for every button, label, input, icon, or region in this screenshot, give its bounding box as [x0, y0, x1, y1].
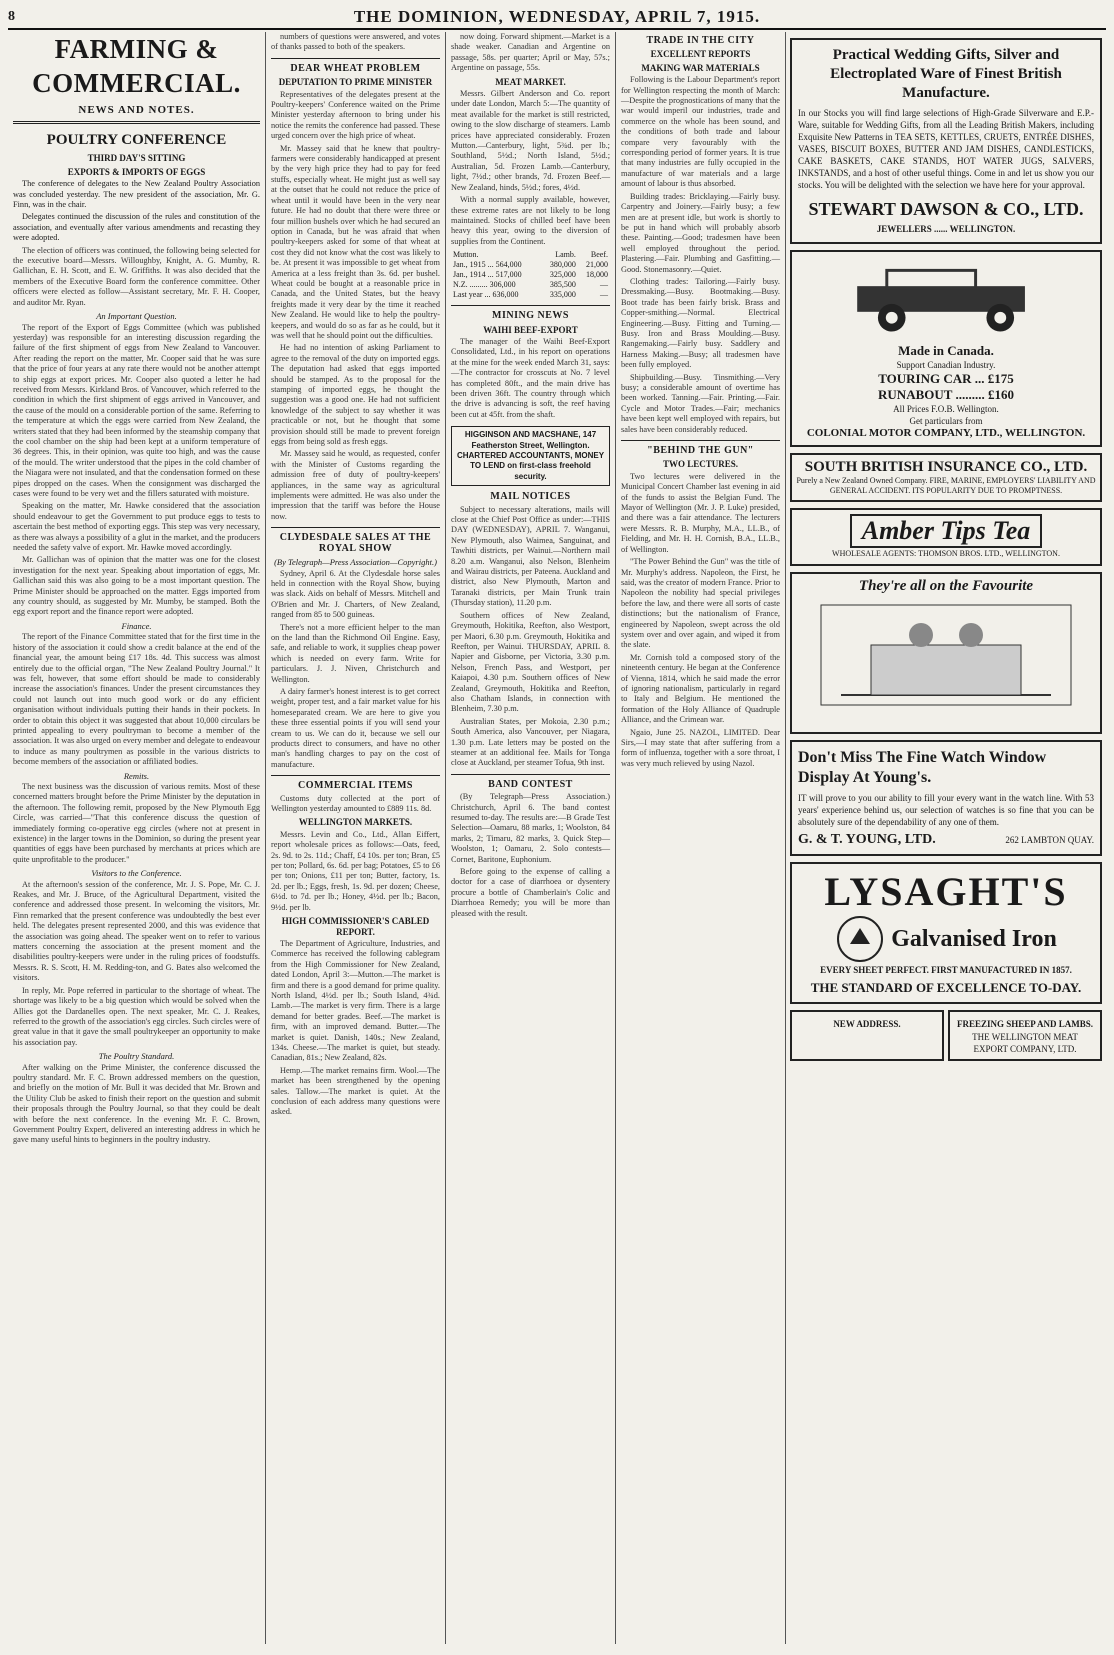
- young-address: 262 LAMBTON QUAY.: [1005, 835, 1094, 845]
- car-touring-price: TOURING CAR ... £175: [878, 371, 1014, 386]
- young-name: G. & T. YOUNG, LTD.: [798, 832, 936, 847]
- column-farming: [8, 32, 266, 1644]
- article-paragraph: At the afternoon's session of the conference, Mr. J. S. Pope, Mr. C. J. Reakes, and Mr. J. Bruce, of the Agricultural Department, visited the conference and addressed those present. In welcoming the visitors, Mr. Finn remarked that the present conference was undoubtedly the best ever held. The delegates present represented 2000, and this was evidence that the association was going ahead. The speaker went on to refer to various matters concerning the association at the present moment and the disabilities poultry-keepers were under in the ruling prices of foodstuffs. Messrs. R. S. Scott, H. M. Redding-ton, and G. Bates also welcomed the visitors.: [13, 879, 260, 983]
- article-paragraph: The Department of Agriculture, Industries, and Commerce has received the following cablegram from the High Commissioner for New Zealand, dated London, April 3:—Mutton.—The market is firm and there is a good demand for prime quality. North Island, 4½d. per lb.; South Island, 4¾d. Lamb.—The market is very firm. There is a large demand for better grades. Beef.—The market is firm, with an improved demand. Butter.—The market is quiet. Danish, 140s.; New Zealand, 134s. Cheese.—The market is quiet, but steady. Canadian, 81s.; New Zealand, 82s.: [271, 938, 440, 1063]
- article-subheadline: EXCELLENT REPORTS: [650, 49, 751, 60]
- article-paragraph: The report of the Export of Eggs Committee (which was published yesterday) was responsible for an interesting discussion regarding the failure of the first shipment of eggs from New Zealand to Vancouver. After reading the report on the matter, Mr. Cooper said that he was sure that the price of four years at any rate there would not be another attempt to ship eggs at export prices. Mr. Cooper also quoted a letter he had received from Messrs. Kirkland Bros. of Vancouver, which referred to the condition in which the first shipment of eggs arrived in Vancouver, and the cause of the mould on a considerable portion of the same. Referring to the temperature at which the eggs were carried from New Zealand, the writers stated that they had been informed by the steamship company that the cool chamber on the ship had been kept at a uniform temperature of 36 degrees. This, in their opinion, was quite too high, and was the cause of the mould. The writer understood that the pipes in the cold chamber of the Niagara were not insulated, and that the condensation formed on these pipes dropped on the cases. When the consignment was discharged the cases were found to be very wet and the fillers saturated with moisture.: [13, 322, 260, 498]
- article-subsection: The Poultry Standard.: [98, 1051, 175, 1062]
- article-subheadline: TWO LECTURES.: [662, 459, 739, 470]
- car-particulars: Get particulars from: [909, 416, 983, 426]
- article-headline: MAIL NOTICES: [490, 491, 571, 503]
- sbi-title: SOUTH BRITISH INSURANCE CO., LTD.: [804, 459, 1088, 475]
- article-paragraph: There's not a more efficient helper to the man on the land than the Richmond Oil Engine. Easy, safe, and reliable to work, it supplies cheap power which is needed on every farm. Write for particulars. J. J. Niven, Christchurch and Wellington.: [271, 622, 440, 684]
- article-subheadline: EXPORTS & IMPORTS OF EGGS: [67, 166, 206, 177]
- tea-brand: Amber Tips Tea: [850, 514, 1043, 548]
- article-subsection: Visitors to the Conference.: [91, 868, 182, 879]
- car-made: Made in Canada.: [898, 343, 994, 358]
- article-paragraph: Ngaio, June 25. NAZOL, LIMITED. Dear Sirs,—I may state that after suffering from a form of influenza, together with a sore throat, I was very much relieved by using Nazol.: [621, 727, 780, 768]
- article-subheadline: WAIHI BEEF-EXPORT: [483, 324, 578, 335]
- article-paragraph: Hemp.—The market remains firm. Wool.—The market has been strengthened by the opening sales. Tallow.—The market is quiet. At the conclusion of each address many questions were asked.: [271, 1065, 440, 1117]
- favourite-title: They're all on the Favourite: [858, 578, 1034, 594]
- newspaper-title: THE DOMINION, WEDNESDAY, APRIL 7, 1915.: [353, 7, 761, 26]
- article-paragraph: With a normal supply available, however, these extreme rates are not likely to be long maintained. Stocks of chilled beef have been heavy this year, owing to the diversion of supplies from the Continent.: [451, 195, 610, 246]
- article-paragraph: Shipbuilding.—Busy. Tinsmithing.—Very busy; a considerable amount of overtime has been worked. Tanning.—Fair. Printing.—Fair. Cycle and Motor Trades.—Fair; mechanics have been kept well employed with repairs, but sales have been considerably reduced.: [621, 372, 780, 434]
- wedding-ad-title: Practical Wedding Gifts, Silver and Electroplated Ware of Finest British Manufacture.: [830, 47, 1062, 101]
- article-paragraph: The report of the Finance Committee stated that for the first time in the history of the association it could show a credit balance at the end of the financial year, the amount being £17 18s. 4d. This success was almost entirely due to the official organ, "The New Zealand Poultry Journal." It was felt, however, that some effort should be made to considerably increase the association's finances. Under the present circumstances they could not launch out into much good work or do any efficient organisation without individuals putting their hands in their pockets. In order to obtain this object it was suggested that about 10,000 circulars be printed appealing to every poultryman to become a member of the association. It was also urged on every member and delegate to endeavour to induce as many poultrymen as possible in the various districts to become members of the association or affiliated bodies.: [13, 632, 260, 767]
- article-paragraph: Mr. Massey said that he knew that poultry-farmers were considerably handicapped at present by the very high price they had to pay for feed stuffs, especially wheat. He might just as well say at the outset that he could not reduce the price of wheat until it would have been in the very near future. He had no doubt that there were three or four million bushels over which he had secured an option in Canada, but he was afraid that when poultry-keepers asked for some of that wheat at cost they did not know what the cost was likely to be. At present it was impossible to get wheat from America at a less freight than 3s. 6d. per bushel. Wheat could be bought at a reasonable price in Canada, and the United States, but the heavy freights made it very dear by the time it reached New Zealand. He would like to help the poultry-keepers, and would do so as far as he could, but it was well that he should point out the difficulties.: [271, 143, 440, 340]
- touring-car-ad: [790, 250, 1102, 447]
- article-lead: The conference of delegates to the New Zealand Poultry Association was concluded yesterday. The new president of the association, Mr. G. Finn, was in the chair.: [13, 179, 260, 210]
- page-number: 8: [8, 9, 15, 24]
- article-paragraph: Clothing trades: Tailoring.—Fairly busy. Dressmaking.—Busy. Bootmaking.—Busy. Boot trade has been fairly brisk. Brass and Copper-smithing.—Normal. Electrical Engineering.—Busy. Fitting and Turning.—Busy. Iron and Brass Moulding.—Busy. Rangemaking.—Fairly busy. Saddlery and Harness Making.—Busy; all tradesmen have been fully employed.: [621, 276, 780, 370]
- article-headline: COMMERCIAL ITEMS: [298, 780, 413, 792]
- article-subheadline: MAKING WAR MATERIALS: [641, 62, 760, 73]
- watch-ad: [790, 740, 1102, 856]
- car-prices: All Prices F.O.B. Wellington.: [893, 404, 999, 414]
- tea-agents: WHOLESALE AGENTS: THOMSON BROS. LTD., WELLINGTON.: [832, 549, 1060, 558]
- article-paragraph: Australian States, per Mokoia, 2.30 p.m.; South America, also Vancouver, per Niagara, 1.30 p.m. Late letters may be posted on the steamer at an additional fee. Mails for Tonga close at Auckland, per steamer Tofua, 9th inst.: [451, 716, 610, 768]
- article-paragraph: Messrs. Gilbert Anderson and Co. report under date London, March 5:—The quantity of meat available for the market is still restricted, owing to the slow discharge of steamers. Lamb prices have appreciated considerably. Frozen Mutton.—Canterbury, light, 5¾d. per lb.; Southland, 5½d.; North Island, 5½d.; Australian, 5d. Frozen Lamb.—Canterbury, light, 7½d.; other brands, 7d. Frozen Beef.—New Zealand, hinds, 5½d.; fores, 4½d.: [451, 89, 610, 192]
- lysaght-brand: LYSAGHT'S: [824, 869, 1068, 914]
- article-paragraph: (By Telegraph—Press Association.) Christchurch, April 6. The band contest resumed to-day. The results are:—B Grade Test Selection—Oamaru, 88 marks, 1; Woolston, 84 marks, 2; Timaru, 82 marks, 3. Quick Step—Woolston, 1; Oamaru, 2. Solo contests—Cornet, Baritone, Euphonium.: [451, 792, 610, 864]
- car-support: Support Canadian Industry.: [896, 360, 996, 370]
- article-paragraph: Customs duty collected at the port of Wellington yesterday amounted to £889 11s. 8d.: [271, 793, 440, 814]
- stewart-dawson-name: STEWART DAWSON & CO., LTD.: [808, 199, 1084, 219]
- article-paragraph: The manager of the Waihi Beef-Export Consolidated, Ltd., in his report on operations at the mine for the week ended March 31, says:—The contractor for crosscuts at No. 7 level has completed 80ft., and the main drive has been driven 36ft. The country through which the drive is advancing is soft, the reef having been cut at 45ft. from the shaft.: [451, 336, 610, 419]
- meat-export-name: THE WELLINGTON MEAT EXPORT COMPANY, LTD.: [972, 1032, 1078, 1054]
- article-headline: POULTRY CONFERENCE: [46, 132, 227, 149]
- lysaght-sub: EVERY SHEET PERFECT. FIRST MANUFACTURED IN 1857.: [820, 965, 1072, 975]
- article-paragraph: Following is the Labour Department's report for Wellington respecting the month of March:—Despite the prognostications of many that the war would imperil our industries, trade and commerce on the whole has been sound, and the conditions of both trade and labour compare very favourably with the corresponding period of former years. It is true that many industries are fully occupied in the manufacture of war materials and a large amount of labour is thus absorbed.: [621, 75, 780, 189]
- article-subsection: Remits.: [123, 770, 150, 781]
- freezing-title: FREEZING SHEEP AND LAMBS.: [956, 1019, 1094, 1029]
- article-paragraph: The election of officers was continued, the following being selected for the executive board—Messrs. Willoughby, Knight, A. G. Mumby, R. Gallichan, E. H. Scott, and E. W. Griffiths. It was also decided that the members of the Executive Board form the conference committee. Other officers were elected as follow—Assistant secretary, Mr. F. H. Cooper, and auditor Mr. Ryan.: [13, 245, 260, 307]
- article-paragraph: Speaking on the matter, Mr. Hawke considered that the association should endeavour to get the Government to put produce eggs to tests to ascertain the best method of exporting eggs. This step was very necessary, as there was always a possibility of a glut in the market, and the producers needed the safety valve of export. Mr. Hawke moved accordingly.: [13, 501, 260, 553]
- advertisements-column: [786, 32, 1106, 1644]
- article-paragraph: numbers of questions were answered, and votes of thanks passed to both of the speakers.: [271, 32, 440, 52]
- column-wheat: [266, 32, 446, 1644]
- favourite-ad: [790, 572, 1102, 734]
- south-british-insurance-ad: [790, 453, 1102, 502]
- wedding-ad-body: In our Stocks you will find large selections of High-Grade Silverware and E.P.-Ware, suitable for Wedding Gifts, from all the Leading British Makers, including Exquisite New Patterns in TEA SETS, KETTLES, CRUETS, ENTRÉE DISHES, VASES, BISCUIT BOXES, BUTTER AND JAM DISHES, CANDLESTICKS, CAKE BASKETS, CAKE STANDS, HOT WATER JUGS, SALVERS, INKSTANDS, and a host of other useful things. Come in and let us show you our stocks. You will be delighted with the selection we have here for your approval.: [798, 108, 1094, 190]
- new-address-title: NEW ADDRESS.: [833, 1019, 901, 1029]
- article-headline: DEAR WHEAT PROBLEM: [290, 62, 421, 74]
- amber-tips-tea-ad: [790, 508, 1102, 566]
- section-title: FARMING & COMMERCIAL.: [32, 34, 241, 98]
- article-subheadline: MEAT MARKET.: [495, 76, 566, 87]
- meat-export-ad: [948, 1010, 1102, 1061]
- article-paragraph: Delegates continued the discussion of the rules and constitution of the association, and eventually after various amendments and recasting they were adopted.: [13, 212, 260, 243]
- stewart-dawson-sub: JEWELLERS ...... WELLINGTON.: [876, 224, 1016, 234]
- article-byline: (By Telegraph—Press Association—Copyright.): [274, 557, 437, 568]
- article-subheadline: HIGH COMMISSIONER'S CABLED REPORT.: [281, 916, 430, 937]
- watch-title: Don't Miss The Fine Watch Window Display At Young's.: [798, 749, 1047, 786]
- new-address-ad: [790, 1010, 944, 1061]
- article-paragraph: Southern offices of New Zealand, Greymouth, Hokitika, Reefton, also Westport, per Maori, 6.30 p.m. Greymouth, Hokitika and Reefton, per Wainui. THURSDAY, APRIL 8. Napier and Gisborne, per Victoria, 3.30 p.m. Nelson, French Pass, and Westport, per Kaiapoi, 4.30 p.m. Southern offices of New Zealand, Greymouth, Hokitika and Reefton, also Chatham Islands, in connection with Blenheim, 7.30 p.m.: [451, 610, 610, 714]
- accountants-ad: HIGGINSON AND MACSHANE, 147 Featherston Street, Wellington. CHARTERED ACCOUNTANTS, MONEY TO LEND on first-class freehold security.: [451, 426, 610, 486]
- article-subsection: Finance.: [121, 620, 152, 631]
- article-paragraph: In reply, Mr. Pope referred in particular to the shortage of wheat. The shortage was likely to be a big question which would be solved when the Allies got the Dardanelles open. The next speaker, Mr. C. J. Reakes, referred to the growth of the association's egg circles. Such circles were of great value in that it gave the small poultrykeeper an opportunity to make his association pay.: [13, 985, 260, 1047]
- article-paragraph: Mr. Massey said he would, as requested, confer with the Minister of Customs regarding the admission free of duty of poultry-keepers' appliances, in the same way as agricultural implements were admitted. He was also under the impression that the tariff was before the House now.: [271, 449, 440, 521]
- article-paragraph: The next business was the discussion of various remits. Most of these concerned matters brought before the Prime Minister by the deputation in the afternoon. The following remit, proposed by the New Plymouth Egg Circle, was carried—"That this conference discuss the question of immediately forming co-operative egg circles (where not at present in existence) in the larger towns in the Dominion, so during the present year quantities of eggs have been purchased by merchants at prices which are quite unprofitable to the producer.": [13, 781, 260, 864]
- watch-body: IT will prove to you our ability to fill your every want in the watch line. With 53 years' experience behind us, our selection of watches is so fine that you can be absolutely sure of the dependability of any one of them.: [798, 793, 1094, 827]
- column-markets: [446, 32, 616, 1644]
- masthead: [8, 6, 1106, 30]
- column-trade: [616, 32, 786, 1644]
- article-paragraph: now doing. Forward shipment.—Market is a shade weaker. Canadian and Argentine on passage, 58s. per quarter; April or May, 57s.; Argentine on passage, 55s.: [451, 32, 610, 73]
- article-paragraph: Mr. Cornish told a composed story of the nineteenth century. He began at the Conference of Vienna, 1814, which he said made the error of ignoring nationalism, particularly in regard to Italy and Belgium. He mentioned the formation of the Holy Alliance of Quadruple Alliance, and the Crimean war.: [621, 652, 780, 725]
- article-paragraph: Subject to necessary alterations, mails will close at the Chief Post Office as under:—THIS DAY (WEDNESDAY), APRIL 7. Wanganui, New Plymouth, also Waimea, Sanguinat, and Tawhiti districts, per Wainui.—Northern mail 8.20 a.m. Wanganui, also Nelson, Blenheim and Wairau districts, per Pateena. Auckland and district, also New Plymouth, Marton and Taranaki districts, per Main Trunk train (Thursday station), 11.20 p.m.: [451, 504, 610, 608]
- article-headline: "BEHIND THE GUN": [647, 445, 754, 457]
- car-company: COLONIAL MOTOR COMPANY, LTD., WELLINGTON.: [806, 427, 1086, 439]
- meat-stocks-table: Mutton. Lamb. Beef. Jan., 1915 ... 564,000 380,000 21,000 Jan., 1914 ... 517,000 325,000 18,000 N.Z. ......... 306,000 385,500 — Last year ... 636,000 335,000 —: [453, 250, 608, 300]
- section-subtitle: NEWS AND NOTES.: [78, 104, 195, 116]
- article-paragraph: Sydney, April 6. At the Clydesdale horse sales held in connection with the Royal Show, buying was slack. Aids on behalf of Messrs. Mitchell and O'Brien and Mr. J. Charters, of New Zealand, ranged from 85 to 500 guineas.: [271, 568, 440, 620]
- wedding-gifts-ad: [790, 38, 1102, 244]
- article-paragraph: Two lectures were delivered in the Municipal Concert Chamber last evening in aid of the funds to assist the Belgian Fund. The Mayor of Wellington (Mr. J. P. Luke) presided, and there was a fair attendance. The lecturers were Messrs. R. B. Murphy, M.A., LL.B., of Fielding, and Mr. H. H. Cornish, B.A., LL.B., of Wellington.: [621, 471, 780, 554]
- article-paragraph: Before going to the expense of calling a doctor for a case of diarrhoea or dysentery procure a bottle of Chamberlain's Colic and Diarrhoea Remedy; you will be more than pleased with the result.: [451, 867, 610, 918]
- article-paragraph: After walking on the Prime Minister, the conference discussed the poultry standard. Mr. F. C. Brown addressed members on the question, and briefly on the motion of Mr. Bull it was decided that Mr. Brown and the Utility Club be asked to finish their report on the question and submit their proposals through the Poultry Journal, so that they could be dealt with before the next conference. In the evening Mr. F. C. Brown, Government Poultry Expert, delivered an interesting address in which he gave many useful hints to beginners in the poultry industry.: [13, 1062, 260, 1145]
- car-runabout-price: RUNABOUT ......... £160: [878, 387, 1014, 402]
- article-paragraph: Messrs. Levin and Co., Ltd., Allan Eiffert, report wholesale prices as follows:—Oats, feed, 2s. 9d. to 2s. 11d.; Chaff, £4 10s. per ton; Bran, £5 per ton; Pollard, 6s. 6d. per bag; Potatoes, £5 to £6 per ton; Onions, £11 per ton; Butter, factory, 1s. 2d. per lb.; Eggs, fresh, 1s. 9d. per dozen; Cheese, 6½d. to 7d. per lb.; Honey, 4½d. per lb.; Bacon, 9½d. per lb.: [271, 829, 440, 912]
- car-illustration: [798, 258, 1094, 338]
- trade-mark-icon: [835, 914, 885, 964]
- article-paragraph: Building trades: Bricklaying.—Fairly busy. Carpentry and Joinery.—Fairly busy; a few men are at present idle, but work is shortly to be put in hand which will probably absorb these. Painting.—Good; tradesmen have been well employed throughout the period. Plastering.—Fair. Plumbing and Gasfitting.—Good. Stonemasonry.—Quiet.: [621, 191, 780, 274]
- article-headline: CLYDESDALE SALES AT THE ROYAL SHOW: [279, 532, 432, 554]
- article-paragraph: He had no intention of asking Parliament to agree to the removal of the duty on imported eggs. The deputation had asked that eggs imported should be stamped. As to the proposal for the stamping of imported eggs, he thought the suggestion was a good one. He had not sufficient knowledge of the subject to say whether it was practicable or not, but he thought that some provision should still be made to prevent foreign eggs from being sold as fresh eggs.: [271, 343, 440, 447]
- article-headline: MINING NEWS: [492, 310, 569, 322]
- article-paragraph: Mr. Gallichan was of opinion that the matter was one for the closest investigation for the next year. Speaking about importation of eggs, Mr. Gallichan said this was also going to be a most important question. The Prime Minister should be approached on the matter. Eggs imported from any country should, as suggested by Mr. Mumby, be stamped. Both the egg export report and the finance report were adopted.: [13, 555, 260, 617]
- article-subheadline: THIRD DAY'S SITTING: [87, 153, 186, 164]
- article-subheadline: DEPUTATION TO PRIME MINISTER: [278, 77, 433, 88]
- sbi-sub: Purely a New Zealand Owned Company. FIRE, MARINE, EMPLOYERS' LIABILITY AND GENERAL ACCIDENT. ITS POPULARITY DUE TO PROMPTNESS.: [796, 476, 1096, 495]
- article-paragraph: Representatives of the delegates present at the Poultry-keepers' Conference waited on the Prime Minister yesterday afternoon to bring under his notice the remits the conference had passed. These urged concern over the high price of wheat.: [271, 89, 440, 141]
- article-subsection: An Important Question.: [96, 311, 177, 322]
- article-paragraph: A dairy farmer's honest interest is to get correct weight, proper test, and a fair market value for his homeseparated cream. We are here to give you these three essential points if you will send your cream to us. We can do it, because we sell our products direct to consumers, and have no other man's handling charges to pay on the cost of manufacture.: [271, 686, 440, 769]
- article-headline: TRADE IN THE CITY: [646, 35, 755, 46]
- article-headline: BAND CONTEST: [488, 778, 573, 790]
- lysaght-standard: THE STANDARD OF EXCELLENCE TO-DAY.: [810, 980, 1082, 995]
- article-subheadline: WELLINGTON MARKETS.: [298, 817, 413, 828]
- favourite-illustration: [796, 595, 1096, 715]
- lysaght-ad: [790, 862, 1102, 1004]
- article-paragraph: "The Power Behind the Gun" was the title of Mr. Murphy's address. Napoleon, the First, he said, was the creator of modern France. Prior to Napoleon the nobility had special privileges before the law, and there were all sorts of caste distinctions; but the nationalism of France, engineered by Napoleon, swept across the old system over and over again, and wiped it from the slate.: [621, 557, 780, 650]
- lysaght-product: Galvanised Iron: [891, 925, 1057, 952]
